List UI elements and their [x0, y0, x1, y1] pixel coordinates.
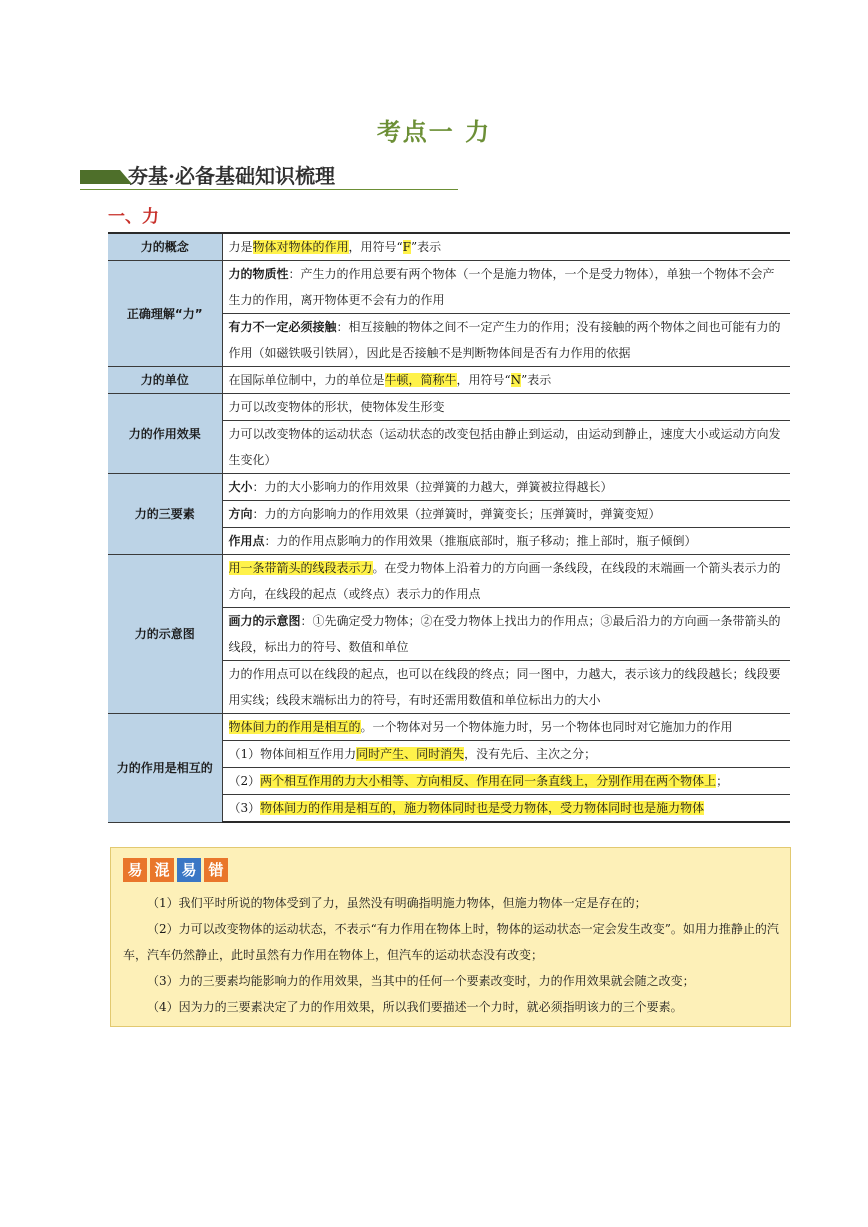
tip-badges — [123, 858, 228, 882]
knowledge-table — [108, 232, 790, 823]
table-row — [108, 474, 790, 501]
row-head: 力的三要素 — [108, 474, 222, 555]
row-head: 力的示意图 — [108, 555, 222, 714]
table-row — [108, 233, 790, 261]
table-row — [108, 555, 790, 608]
tip-badge: 错 — [204, 858, 228, 882]
tip-badge: 易 — [177, 858, 201, 882]
row-cell: 物体间力的作用是相互的。一个物体对另一个物体施力时，另一个物体也同时对它施加力的作用 — [222, 714, 790, 741]
row-cell: （1）物体间相互作用力同时产生、同时消失，没有先后、主次之分； — [222, 741, 790, 768]
section-title: 夯基·必备基础知识梳理 — [128, 164, 335, 188]
page-title: 考点一 力 — [376, 118, 492, 146]
row-cell: 作用点：力的作用点影响力的作用效果（推瓶底部时，瓶子移动；推上部时，瓶子倾倒） — [222, 528, 790, 555]
table-row — [108, 394, 790, 421]
row-cell: 力的作用点可以在线段的起点，也可以在线段的终点；同一图中，力越大，表示该力的线段越长；线段要用实线；线段末端标出力的符号，有时还需用数值和单位标出力的大小 — [222, 661, 790, 714]
section-banner — [80, 160, 458, 190]
tip-item: （2）力可以改变物体的运动状态，不表示“有力作用在物体上时，物体的运动状态一定会发生改变”。如用力推静止的汽车，汽车仍然静止，此时虽然有力作用在物体上，但汽车的运动状态没有改变； — [123, 922, 779, 962]
tip-item: （4）因为力的三要素决定了力的作用效果，所以我们要描述一个力时，就必须指明该力的三个要素。 — [147, 1000, 683, 1014]
row-head: 力的概念 — [108, 233, 222, 261]
table-row — [108, 714, 790, 741]
row-cell: （3）物体间力的作用是相互的，施力物体同时也是受力物体，受力物体同时也是施力物体 — [222, 795, 790, 823]
table-row — [108, 261, 790, 314]
row-cell: 力可以改变物体的运动状态（运动状态的改变包括由静止到运动，由运动到静止，速度大小或运动方向发生变化） — [222, 421, 790, 474]
row-head: 力的作用是相互的 — [108, 714, 222, 823]
row-cell: 力是物体对物体的作用，用符号“F”表示 — [222, 233, 790, 261]
row-cell: 在国际单位制中，力的单位是牛顿，简称牛，用符号“N”表示 — [222, 367, 790, 394]
banner-bar-icon — [80, 170, 120, 184]
row-cell: 方向：力的方向影响力的作用效果（拉弹簧时，弹簧变长；压弹簧时，弹簧变短） — [222, 501, 790, 528]
tip-badge: 易 — [123, 858, 147, 882]
row-cell: 有力不一定必须接触：相互接触的物体之间不一定产生力的作用；没有接触的两个物体之间也可能有力的作用（如磁铁吸引铁屑），因此是否接触不是判断物体间是否有力作用的依据 — [222, 314, 790, 367]
row-cell: 力的物质性：产生力的作用总要有两个物体（一个是施力物体，一个是受力物体），单独一个物体不会产生力的作用，离开物体更不会有力的作用 — [222, 261, 790, 314]
table-row — [108, 367, 790, 394]
row-cell: 大小：力的大小影响力的作用效果（拉弹簧的力越大，弹簧被拉得越长） — [222, 474, 790, 501]
tip-list — [123, 890, 783, 1020]
tip-item: （3）力的三要素均能影响力的作用效果，当其中的任何一个要素改变时，力的作用效果就会随之改变； — [147, 974, 695, 988]
row-cell: 画力的示意图：①先确定受力物体；②在受力物体上找出力的作用点；③最后沿力的方向画一条带箭头的线段，标出力的符号、数值和单位 — [222, 608, 790, 661]
tip-badge: 混 — [150, 858, 174, 882]
row-head: 力的作用效果 — [108, 394, 222, 474]
tip-box — [110, 847, 791, 1027]
row-cell: 力可以改变物体的形状，使物体发生形变 — [222, 394, 790, 421]
row-head: 力的单位 — [108, 367, 222, 394]
sub-heading: 一、力 — [108, 207, 159, 227]
row-cell: 用一条带箭头的线段表示力。在受力物体上沿着力的方向画一条线段，在线段的末端画一个箭头表示力的方向，在线段的起点（或终点）表示力的作用点 — [222, 555, 790, 608]
tip-item: （1）我们平时所说的物体受到了力，虽然没有明确指明施力物体，但施力物体一定是存在的； — [147, 896, 647, 910]
row-head: 正确理解“力” — [108, 261, 222, 367]
row-cell: （2）两个相互作用的力大小相等、方向相反、作用在同一条直线上，分别作用在两个物体上； — [222, 768, 790, 795]
